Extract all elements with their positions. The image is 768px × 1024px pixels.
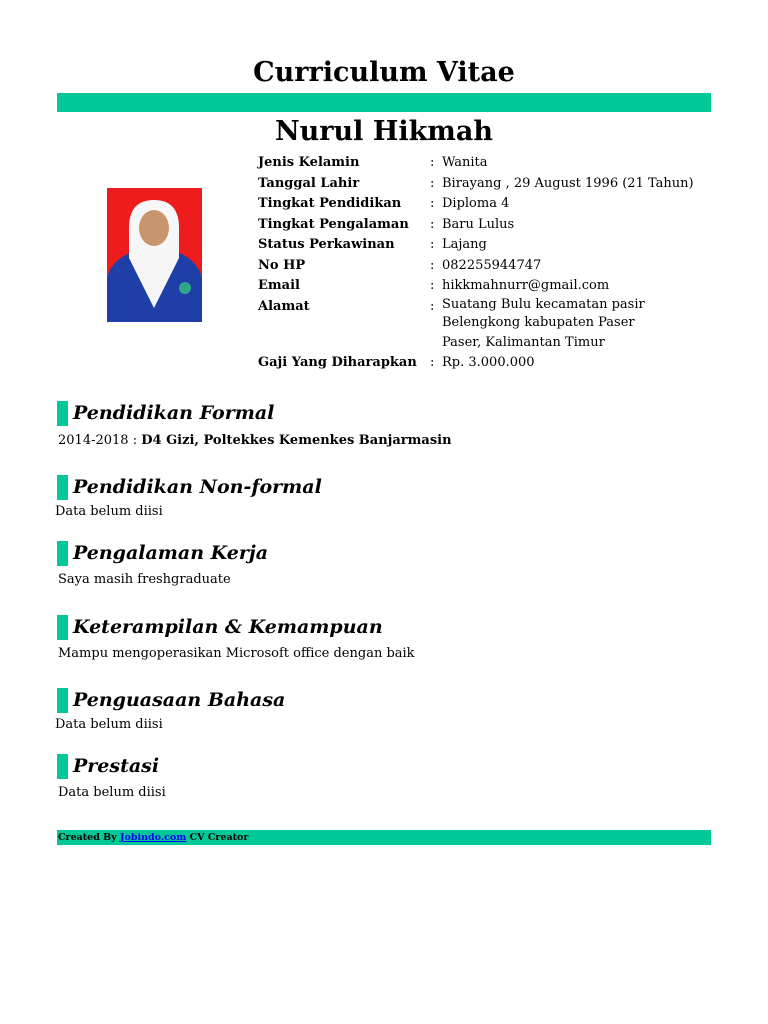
info-value: Wanita <box>442 155 488 170</box>
section-nonformal-education <box>57 474 322 500</box>
section-skills <box>57 614 383 640</box>
section-title: Pengalaman Kerja <box>73 542 269 564</box>
info-value: Lajang <box>442 237 487 252</box>
section-title: Pendidikan Formal <box>73 402 275 424</box>
info-separator: : <box>430 257 435 273</box>
education-detail: D4 Gizi, Poltekkes Kemenkes Banjarmasin <box>141 433 452 448</box>
section-title: Pendidikan Non-formal <box>73 476 322 498</box>
address-line: Paser, Kalimantan Timur <box>442 334 605 350</box>
info-value: Birayang , 29 August 1996 (21 Tahun) <box>442 175 694 191</box>
info-separator: : <box>430 155 435 170</box>
section-formal-education <box>57 400 274 426</box>
profile-photo <box>107 188 202 322</box>
section-language <box>57 687 285 713</box>
info-separator: : <box>430 237 435 252</box>
section-accent-bar <box>57 541 68 566</box>
education-years-separator: : <box>128 433 142 448</box>
info-row-experience-level <box>258 215 718 236</box>
title-divider-bar <box>57 93 711 112</box>
info-value: hikkmahnurr@gmail.com <box>442 278 610 293</box>
info-value: Diploma 4 <box>442 196 510 211</box>
section-body-text: Saya masih freshgraduate <box>58 572 231 587</box>
section-accent-bar <box>57 688 68 713</box>
info-label: Tingkat Pendidikan <box>258 196 402 211</box>
info-value-address <box>442 297 712 353</box>
section-accent-bar <box>57 475 68 500</box>
section-body-text: Data belum diisi <box>55 504 163 519</box>
person-name: Nurul Hikmah <box>275 116 493 147</box>
info-separator: : <box>430 354 435 370</box>
address-line: Belengkong kabupaten Paser <box>442 314 635 330</box>
info-row-birth <box>258 174 718 195</box>
info-label: Tingkat Pengalaman <box>258 216 409 232</box>
section-title: Keterampilan & Kemampuan <box>73 616 383 638</box>
info-separator: : <box>430 196 435 211</box>
info-label: Email <box>258 278 300 293</box>
info-label: No HP <box>258 257 306 273</box>
info-row-salary <box>258 353 718 374</box>
section-achievements <box>57 753 159 779</box>
info-separator: : <box>430 216 435 232</box>
section-accent-bar <box>57 401 68 426</box>
section-work-experience <box>57 540 268 566</box>
formal-education-entry <box>58 432 452 450</box>
page-title: Curriculum Vitae <box>253 57 515 88</box>
footer-bar <box>57 830 711 845</box>
info-row-phone <box>258 256 718 277</box>
education-years: 2014-2018 <box>58 433 129 448</box>
info-row-marital-status <box>258 235 718 256</box>
info-row-email <box>258 276 718 297</box>
section-title: Prestasi <box>73 755 160 777</box>
section-body-text: Data belum diisi <box>55 717 163 732</box>
footer-prefix: Created By <box>58 832 117 843</box>
info-label: Status Perkawinan <box>258 237 395 252</box>
section-body-text: Data belum diisi <box>58 785 166 800</box>
section-body-text: Mampu mengoperasikan Microsoft office dengan baik <box>58 646 415 661</box>
info-label: Jenis Kelamin <box>258 155 360 170</box>
footer-link[interactable]: Jobindo.com <box>120 832 187 843</box>
info-separator: : <box>430 175 435 191</box>
info-row-gender <box>258 153 718 174</box>
info-label: Gaji Yang Diharapkan <box>258 354 417 370</box>
info-label: Alamat <box>258 298 310 314</box>
info-separator: : <box>430 278 435 293</box>
address-line: Suatang Bulu kecamatan pasir <box>442 296 645 312</box>
portrait-image <box>107 188 202 322</box>
info-label: Tanggal Lahir <box>258 175 360 191</box>
section-accent-bar <box>57 754 68 779</box>
info-value: Rp. 3.000.000 <box>442 354 535 370</box>
info-value: 082255944747 <box>442 257 542 273</box>
info-row-education-level <box>258 194 718 215</box>
info-separator: : <box>430 298 435 314</box>
section-title: Penguasaan Bahasa <box>73 689 286 711</box>
footer-suffix: CV Creator <box>189 832 249 843</box>
section-accent-bar <box>57 615 68 640</box>
info-value: Baru Lulus <box>442 216 515 232</box>
info-row-address <box>258 297 718 353</box>
personal-info <box>258 153 718 373</box>
